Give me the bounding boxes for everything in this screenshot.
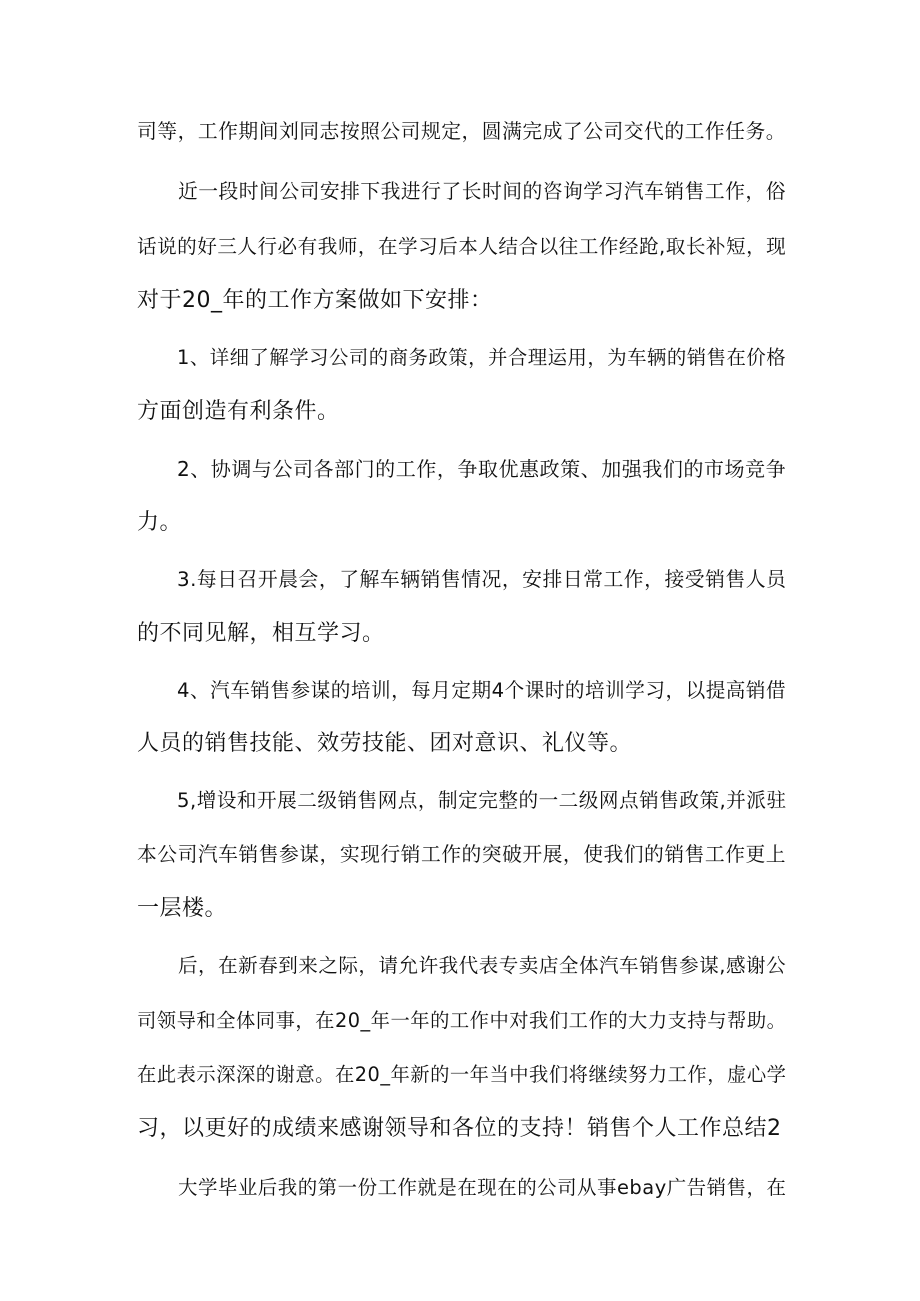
list-item-line: 4、汽车销售参谋的培训，每月定期4个课时的培训学习，以提高销借 xyxy=(177,679,787,702)
text-line: 在此表示深深的谢意。在20_年新的一年当中我们将继续努力工作，虚心学 xyxy=(137,1063,787,1086)
text-line: 力。 xyxy=(137,510,183,535)
list-item-line: 3.每日召开晨会，了解车辆销售情况，安排日常工作，接受销售人员 xyxy=(177,568,787,591)
paragraph-start-line: 后，在新春到来之际，请允许我代表专卖店全体汽车销售参谋,感谢公 xyxy=(178,954,787,977)
text-line: 本公司汽车销售参谋，实现行销工作的突破开展，使我们的销售工作更上 xyxy=(137,843,787,866)
text-line: 习，以更好的成绩来感谢领导和各位的支持！销售个人工作总结2 xyxy=(137,1116,782,1141)
text-line: 话说的好三人行必有我师，在学习后本人结合以往工作经跄,取长补短，现 xyxy=(137,235,787,258)
list-item-line: 5,增设和开展二级销售网点，制定完整的一二级网点销售政策,并派驻 xyxy=(177,789,787,812)
paragraph-start-line: 近一段时间公司安排下我进行了长时间的咨询学习汽车销售工作，俗 xyxy=(178,180,786,203)
text-line: 的不同见解，相互学习。 xyxy=(137,621,385,646)
text-line: 人员的销售技能、效劳技能、团对意识、礼仪等。 xyxy=(137,731,633,756)
text-line: 司领导和全体同事，在20_年一年的工作中对我们工作的大力支持与帮助。 xyxy=(137,1009,787,1032)
text-line: 司等，工作期间刘同志按照公司规定，圆满完成了公司交代的工作任务。 xyxy=(137,120,787,143)
list-item-line: 2、协调与公司各部门的工作，争取优惠政策、加强我们的市场竞争 xyxy=(177,457,787,481)
list-item-line: 1、详细了解学习公司的商务政策，并合理运用，为车辆的销售在价格 xyxy=(177,346,787,369)
text-line: 一层楼。 xyxy=(137,896,228,921)
text-line: 对于20_年的工作方案做如下安排： xyxy=(137,288,493,313)
text-line: 方面创造有利条件。 xyxy=(137,399,340,424)
paragraph-start-line: 大学毕业后我的第一份工作就是在现在的公司从事ebay广告销售，在 xyxy=(178,1176,787,1199)
